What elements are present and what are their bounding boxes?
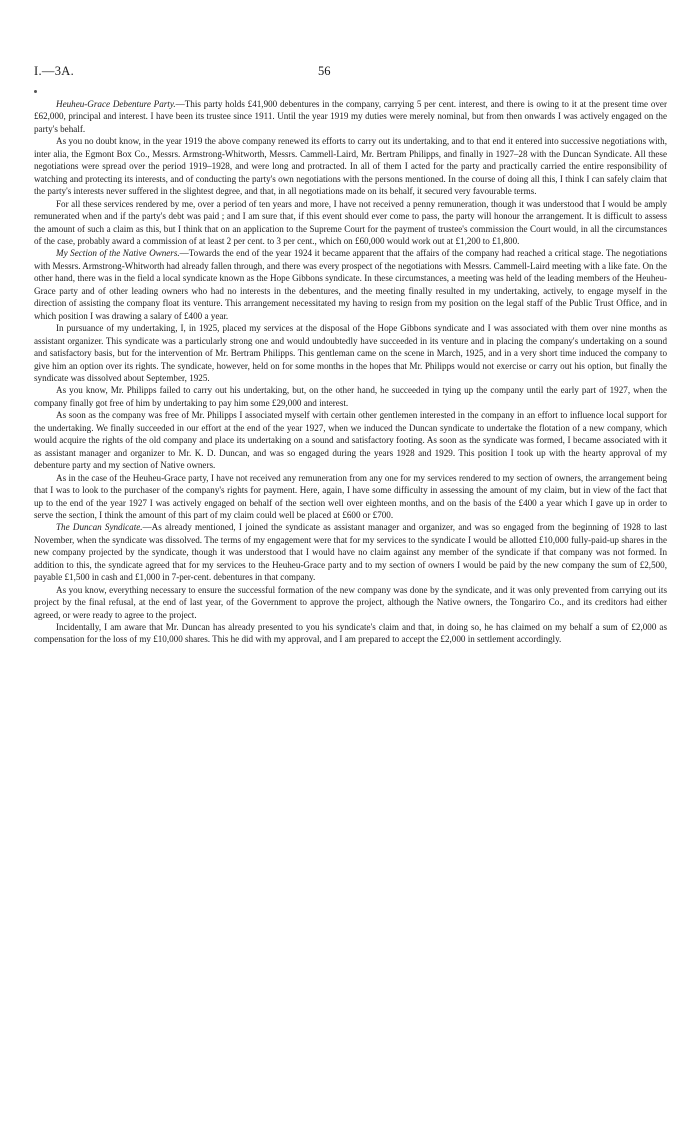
paragraph: [34, 198, 667, 248]
paragraph: [34, 98, 667, 135]
paragraph-text: —This party holds £41,900 debentures in the company, carrying 5 per cent. interest, and there is owing to it at the present time over £62,000, principal and interest. I have been its trustee since 1911. Until the year 1919 my duties were merely nominal, but from then onwards I was actively engaged on the party's behalf.: [34, 99, 667, 134]
paragraph-lead: My Section of the Native Owners.: [56, 248, 180, 259]
paragraph-text: In pursuance of my undertaking, I, in 1925, placed my services at the disposal of the Hope Gibbons syndicate and I was associated with them over nine months as assistant organizer. This syndicate was a particularly strong one and would undoubtedly have succeeded in its venture and in placing the company's undertaking on a sound and satisfactory basis, but for the intervention of Mr. Bertram Philipps. This gentleman came on the scene in March, 1925, and in a very short time induced the company to give him an option over its rights. The syndicate, however, held on for some months in the hopes that Mr. Philipps would not exercise or carry out his option, but finally the syndicate was dissolved about September, 1925.: [34, 323, 667, 383]
paragraph: [34, 135, 667, 197]
paragraph: [34, 409, 667, 471]
paragraph-text: As you know, Mr. Philipps failed to carry out his undertaking, but, on the other hand, he succeeded in tying up the company until the early part of 1927, when the company finally got free of him by undertaking to pay him some £29,000 and interest.: [34, 385, 667, 408]
page-number: 56: [318, 64, 331, 78]
paragraph-text: —Towards the end of the year 1924 it became apparent that the affairs of the company had reached a critical stage. The negotiations with Messrs. Armstrong-Whitworth had already fallen through, and there was every prospect of the negotiations with Messrs. Cammell-Laird meeting with a like fate. On the other hand, there was in the field a local syndicate known as the Hope Gibbons syndicate. In these circumstances, a meeting was held of the leading members of the Heuheu-Grace party and of other leading owners who had no interests in the debentures, and the meeting finally resulted in my undertaking, actively, to engage myself in the direction of assisting the company float its venture. This arrangement necessitated my having to resign from my position on the legal staff of the Public Trust Office, and in which position I was drawing a salary of £400 a year.: [34, 248, 668, 321]
paragraph: [34, 247, 667, 322]
paragraph-text: As in the case of the Heuheu-Grace party, I have not received any remuneration from any one for my services rendered to my section of owners, the arrangement being that I was to look to the purchaser of the company's rights for payment. Here, again, I have some difficulty in assessing the amount of my claim, but in view of the fact that up to the end of the year 1927 I was actively engaged on behalf of the section well over eighteen months, and on the basis of the £400 a year which I gave up in order to serve the section, I think the amount of this part of my claim could well be placed at £600 or £700.: [34, 472, 667, 520]
paragraph-text: —As already mentioned, I joined the syndicate as assistant manager and organizer, and was so engaged from the beginning of 1928 to last November, when the syndicate was dissolved. The terms of my engagement were that for my services to the syndicate I would be allotted £10,000 fully-paid-up shares in the new company projected by the syndicate, though it was understood that I would have no claim against any member of the syndicate if that company was not formed. In addition to this, the syndicate agreed that for my services to the Heuheu-Grace party and to my section of owners I would be paid by the new company the sum of £2,500, payable £1,500 in cash and £1,000 in 7-per-cent. debentures in that company.: [34, 522, 667, 583]
paragraph-text: As you know, everything necessary to ensure the successful formation of the new company was done by the syndicate, and it was only prevented from carrying out its project by the final refusal, at the end of last year, of the Government to approve the project, although the Native owners, the Tongariro Co., and its creditors had either agreed, or were ready to agree to the project.: [34, 584, 667, 620]
body-text: [34, 98, 667, 646]
paragraph: [34, 584, 667, 621]
paragraph: [34, 322, 667, 384]
paragraph-lead: Heuheu-Grace Debenture Party.: [56, 99, 176, 109]
paragraph: [34, 521, 667, 583]
paragraph-text: As soon as the company was free of Mr. Philipps I associated myself with certain other gentlemen interested in the company in an effort to influence local support for the undertaking. We finally succeeded in our effort at the end of the year 1927, when we induced the Duncan syndicate to undertake the flotation of a new company, which would acquire the rights of the old company and place its undertaking on a sound and satisfactory footing. As soon as the syndicate was formed, I became associated with it as assistant manager and organizer to Mr. K. D. Duncan, and was so engaged during the years 1928 and 1929. This position I took up with the hearty approval of my debenture party and my section of Native owners.: [34, 410, 667, 471]
paragraph: [34, 384, 667, 409]
report-reference: I.—3A.: [34, 64, 74, 78]
margin-mark: [34, 90, 37, 93]
paragraph-lead: The Duncan Syndicate.: [56, 522, 143, 533]
paragraph-text: For all these services rendered by me, over a period of ten years and more, I have not received a penny remuneration, though it was understood that I would be amply remunerated when and if the party's debt was paid ; and I am sure that, if this event should ever come to pass, the party will honour the arrangement. It is difficult to assess the amount of such a claim as this, but I think that on an application to the Supreme Court for the payment of trustee's commission the Court would, in all the circumstances of the case, probably award a commission of at least 2 per cent. to 3 per cent., which on £60,000 would work out at £1,200 to £1,800.: [34, 198, 667, 246]
paragraph: [34, 621, 667, 646]
paragraph: [34, 472, 667, 522]
paragraph-text: As you no doubt know, in the year 1919 the above company renewed its efforts to carry out its undertaking, and to that end it entered into successive negotiations with, inter alia, the Egmont Box Co., Messrs. Armstrong-Whitworth, Messrs. Cammell-Laird, Mr. Bertram Philipps, and finally in 1927–28 with the Duncan Syndicate. All these negotiations were spread over the period 1919–1928, and were long and protracted. In all of them I acted for the party and practically carried the entire responsibility of watching and protecting its interests, and of conducting the party's own negotiations with the persons mentioned. In the course of doing all this, I think I can safely claim that the party's interests never suffered in the slightest degree, and that, in all negotiations made on its behalf, it secured very favourable terms.: [34, 136, 667, 197]
paragraph-text: Incidentally, I am aware that Mr. Duncan has already presented to you his syndicate's claim and that, in doing so, he has claimed on my behalf a sum of £2,000 as compensation for the loss of my £10,000 shares. This he did with my approval, and I am prepared to accept the £2,000 in settlement accordingly.: [34, 622, 667, 645]
